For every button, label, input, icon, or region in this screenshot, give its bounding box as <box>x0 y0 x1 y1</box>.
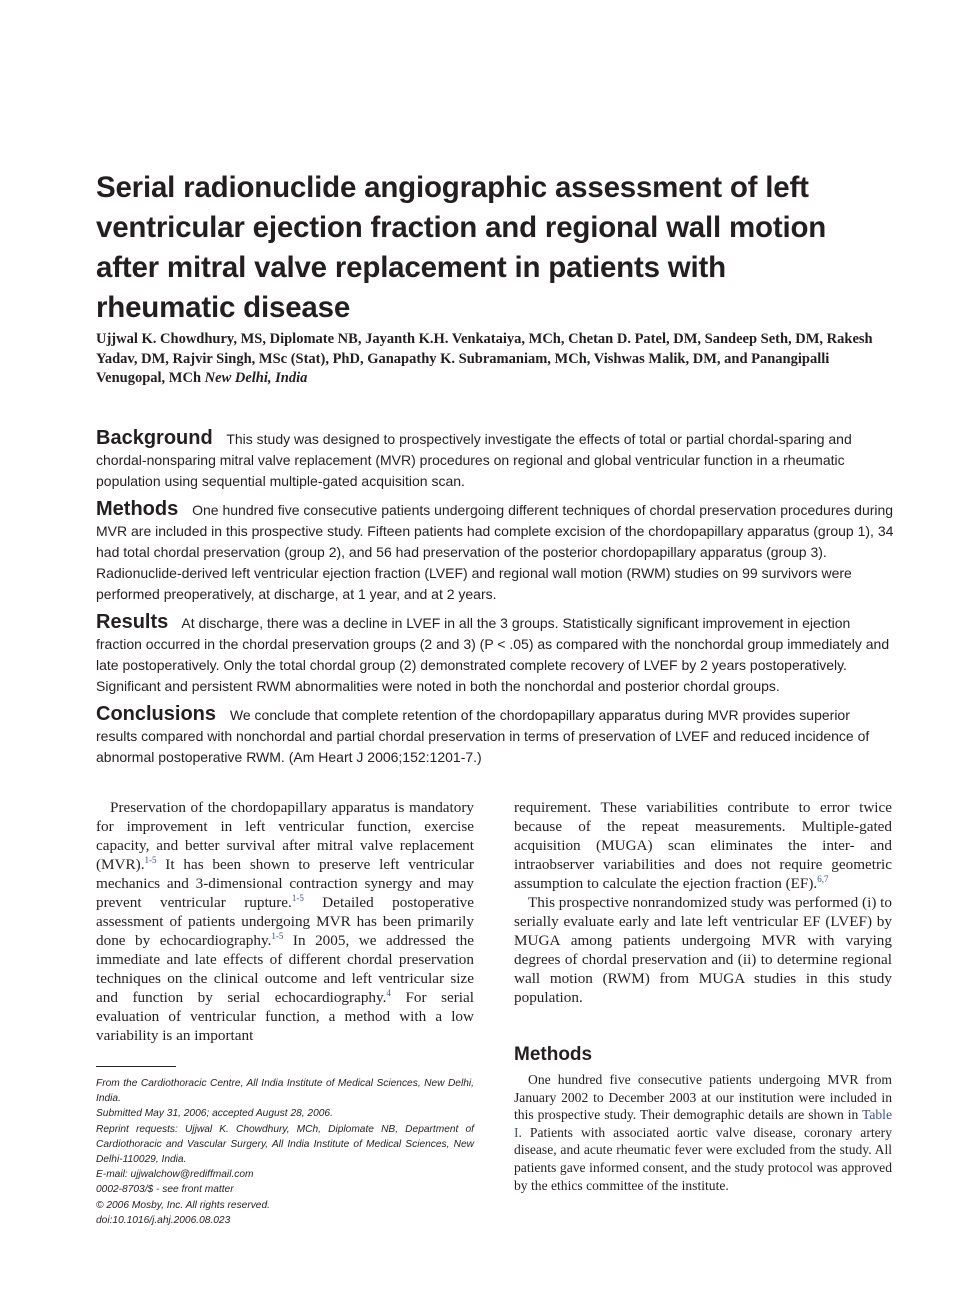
body-text: . Patients with associated aortic valve disease, coronary artery disease, and acute rheumatic fever were excluded from the study. All patients gave informed consent, and the study protocol was approved by the ethics committee of the institute. <box>514 1124 892 1193</box>
methods-heading: Methods <box>514 1044 593 1065</box>
footnote-email[interactable]: E-mail: ujjwalchow@rediffmail.com <box>96 1169 254 1181</box>
footnote-affiliation: From the Cardiothoracic Centre, All India Institute of Medical Sciences, New Delhi, India. <box>96 1078 474 1105</box>
author-list <box>96 330 896 389</box>
footnote-reprint: Reprint requests: Ujjwal K. Chowdhury, MCh, Diplomate NB, Department of Cardiothoracic and Vascular Surgery, All India Institute of Medical Sciences, New Delhi-110029, India. <box>96 1123 474 1166</box>
body-text: One hundred five consecutive patients undergoing MVR from January 2002 to December 2003 at our institution were included in this prospective study. Their demographic details are shown in <box>514 1072 892 1123</box>
abstract-text: This study was designed to prospectively investigate the effects of total or partial chordal-sparing and chordal-nonsparing mitral valve replacement (MVR) procedures on regional and global ventricular function in a rheumatic population using sequential multiple-gated acquisition scan. <box>96 431 852 489</box>
abstract-conclusions <box>96 704 894 768</box>
aims-paragraph: This prospective nonrandomized study was performed (i) to serially evaluate early and late left ventricular EF (LVEF) by MUGA among patients undergoing MVR with varying degrees of chordal preservation and (ii) to determine regional wall motion (RWM) from MUGA studies in this study population. <box>514 894 892 1006</box>
abstract-results <box>96 612 894 697</box>
footnote-dates: Submitted May 31, 2006; accepted August 28, 2006. <box>96 1108 333 1120</box>
intro-paragraph <box>96 798 474 1045</box>
body-text: Preservation of the chordopapillary apparatus is mandatory for improvement in left ventricular function, exercise capacity, and better survival after mitral valve replacement (MVR). <box>96 799 474 873</box>
body-column-left <box>96 798 474 1045</box>
abstract-heading: Methods <box>96 498 179 520</box>
reference-link[interactable]: 1-5 <box>291 892 304 903</box>
abstract <box>96 428 894 775</box>
body-text: Detailed postoperative assessment of patients undergoing MVR has been primarily done by echocardiography. <box>96 894 474 949</box>
reference-link[interactable]: 1-5 <box>271 930 284 941</box>
methods-paragraph <box>514 1071 892 1194</box>
abstract-heading: Background <box>96 427 213 449</box>
abstract-heading: Conclusions <box>96 703 217 725</box>
reference-link[interactable]: 1-5 <box>144 854 157 865</box>
abstract-methods <box>96 499 894 605</box>
footnote-copyright: © 2006 Mosby, Inc. All rights reserved. <box>96 1199 270 1211</box>
footnote-doi[interactable]: doi:10.1016/j.ahj.2006.08.023 <box>96 1214 231 1226</box>
footnote-issn: 0002-8703/$ - see front matter <box>96 1184 234 1196</box>
table-link[interactable]: Table I <box>514 1107 892 1140</box>
author-names: Ujjwal K. Chowdhury, MS, Diplomate NB, Jayanth K.H. Venkataiya, MCh, Chetan D. Patel, DM, Sandeep Seth, DM, Rakesh Yadav, DM, Rajvir Singh, MSc (Stat), PhD, Ganapathy K. Subramaniam, MCh, Vishwas Malik, DM, and Panangipalli Venugopal, MCh <box>96 331 873 386</box>
abstract-background <box>96 428 894 492</box>
body-column-right <box>514 798 892 1007</box>
footnotes <box>96 1076 474 1228</box>
footnote-divider <box>96 1066 176 1067</box>
abstract-text: One hundred five consecutive patients undergoing different techniques of chordal preservation procedures during MVR are included in this prospective study. Fifteen patients had complete excision of the chordopapillary apparatus (group 1), 34 had total chordal preservation (group 2), and 56 had preservation of the posterior chordopapillary apparatus (group 3). Radionuclide-derived left ventricular ejection fraction (LVEF) and regional wall motion (RWM) studies on 99 survivors were performed preoperatively, at discharge, at 1 year, and at 2 years. <box>96 502 894 602</box>
reference-link[interactable]: 4 <box>386 987 391 998</box>
body-text: In 2005, we addressed the immediate and late effects of different chordal preservation techniques on the clinical outcome and left ventricular size and function by serial echocardiography. <box>96 932 474 1006</box>
abstract-text: We conclude that complete retention of the chordopapillary apparatus during MVR provides superior results compared with nonchordal and partial chordal preservation in terms of preservation of LVEF and reduced incidence of abnormal postoperative RWM. (Am Heart J 2006;152:1201-7.) <box>96 707 870 765</box>
abstract-heading: Results <box>96 611 169 633</box>
article-title: Serial radionuclide angiographic assessment of left ventricular ejection fraction and regional wall motion after mitral valve replacement in patients with rheumatic disease <box>96 171 827 324</box>
intro-paragraph-cont <box>514 798 892 893</box>
body-text: It has been shown to preserve left ventricular mechanics and 3-dimensional contraction synergy and may prevent ventricular rupture. <box>96 856 474 911</box>
body-text: requirement. These variabilities contribute to error twice because of the repeat measurements. Multiple-gated acquisition (MUGA) scan eliminates the inter- and intraobserver variabilities and does not require geometric assumption to calculate the ejection fraction (EF). <box>514 799 892 892</box>
reference-link[interactable]: 6,7 <box>817 873 829 884</box>
author-location: New Delhi, India <box>204 370 308 386</box>
abstract-text: At discharge, there was a decline in LVEF in all the 3 groups. Statistically significant improvement in ejection fraction occurred in the chordal preservation groups (2 and 3) (P < .05) as compared with the nonchordal group immediately and late postoperatively. Only the total chordal group (2) demonstrated complete recovery of LVEF by 2 years postoperatively. Significant and persistent RWM abnormalities were noted in both the nonchordal and posterior chordal groups. <box>96 615 890 694</box>
body-text: For serial evaluation of ventricular function, a method with a low variability is an important <box>96 989 474 1044</box>
